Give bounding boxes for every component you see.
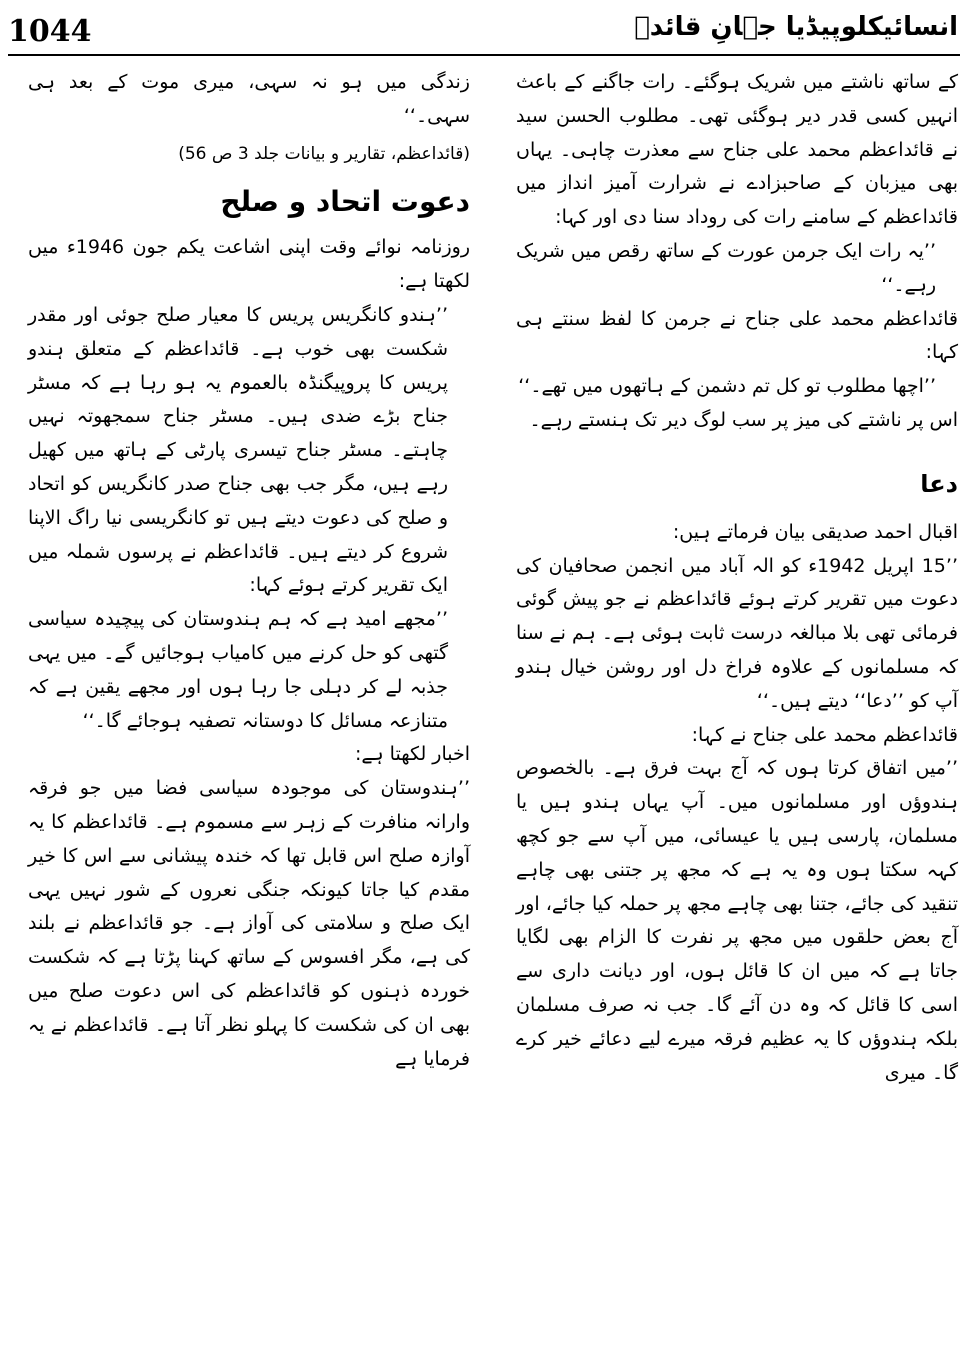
running-title: انسائیکلوپیڈیا جہانِ قائدؒ [634,12,958,42]
citation: (قائداعظم، تقاریر و بیانات جلد 3 ص 56) [178,143,470,164]
paragraph: روزنامہ نوائے وقت اپنی اشاعت یکم جون 1946ء میں لکھتا ہے: [28,236,470,293]
quote: ’’یہ رات ایک جرمن عورت کے ساتھ رقص میں شریک رہے۔‘‘ [516,239,936,296]
paragraph: اس پر ناشتے کی میز پر سب لوگ دیر تک ہنستے رہے۔ [529,408,958,431]
page-header [0,0,968,58]
right-column [516,66,958,1090]
quote: ’’اچھا مطلوب تو کل تم دشمن کے ہاتھوں میں تھے۔‘‘ [518,375,936,398]
quote: ’’مجھے امید ہے کہ ہم ہندوستان کی پیچیدہ سیاسی گتھی کو حل کرنے میں کامیاب ہوجائیں گے۔ میں یہی جذبہ لے کر دہلی جا رہا ہوں اور مجھے یقین ہے کہ متنازعہ مسائل کا دوستانہ تصفیہ ہوجائے گا۔‘‘ [28,608,448,732]
paragraph: کے ساتھ ناشتے میں شریک ہوگئے۔ رات جاگنے کے باعث انہیں کسی قدر دیر ہوگئی تھی۔ مطلوب الحسن سید نے قائداعظم محمد علی جناح سے معذرت چاہی۔ یہاں بھی میزبان کے صاحبزادے نے شرارت آمیز انداز میں قائداعظم کے سامنے رات کی روداد سنا دی اور کہا: [516,71,958,229]
left-column [28,66,470,1076]
section-heading-invitation: دعوت اتحاد و صلح [220,185,470,219]
quote: ’’ہندو کانگریس پریس کا معیار صلح جوئی اور مقدر شکست بھی خوب ہے۔ قائداعظم کے متعلق ہندو پریس کا پروپیگنڈہ بالعموم یہ ہو رہا ہے کہ مسٹر جناح بڑے ضدی ہیں۔ مسٹر جناح سمجھوتہ نہیں چاہتے۔ مسٹر جناح تیسری پارٹی کے ہاتھ میں کھیل رہے ہیں، مگر جب بھی جناح صدر کانگریس کو اتحاد و صلح کی دعوت دیتے ہیں تو کانگریسی نیا راگ الاپنا شروع کر دیتے ہیں۔ قائداعظم نے پرسوں شملہ میں ایک تقریر کرتے ہوئے کہا: [28,303,448,597]
paragraph: قائداعظم محمد علی جناح نے جرمن کا لفظ سنتے ہی کہا: [516,307,958,364]
quote: ’’15 اپریل 1942ء کو الہ آباد میں انجمن صحافیان کی دعوت میں تقریر کرتے ہوئے قائداعظم نے جو پیش گوئی فرمائی تھی بلا مبالغہ درست ثابت ہوئی ہے۔ ہم نے سنا کہ مسلمانوں کے علاوہ فراخ دل اور روشن خیال ہندو آپ کو ’’دعا‘‘ دیتے ہیں۔‘‘ [516,554,958,712]
paragraph: قائداعظم محمد علی جناح نے کہا: [691,723,958,746]
spacer [516,438,958,456]
paragraph: اقبال احمد صدیقی بیان فرماتے ہیں: [672,520,958,543]
header-divider [8,54,960,56]
paragraph: اخبار لکھتا ہے: [354,743,470,766]
paragraph: زندگی میں ہو نہ سہی، میری موت کے بعد ہی سہی۔‘‘ [28,71,470,127]
section-heading-dua: دعا [920,469,958,498]
quote: ’’ہندوستان کی موجودہ سیاسی فضا میں جو فرقہ وارانہ منافرت کے زہر سے مسموم ہے۔ قائداعظم کا یہ آوازہ صلح اس قابل تھا کہ خندہ پیشانی سے اس کا خیر مقدم کیا جاتا کیونکہ جنگی نعروں کے شور نہیں یہی ایک صلح و سلامتی کی آواز ہے۔ جو قائداعظم نے بلند کی ہے، مگر افسوس کے ساتھ کہنا پڑتا ہے کہ شکست خوردہ ذہنوں کو قائداعظم کی اس دعوت صلح میں بھی ان کی شکست کا پہلو نظر آتا ہے۔ قائداعظم نے یہ فرمایا ہے [28,777,470,1070]
page-number: 1044 [8,14,92,49]
quote: ’’میں اتفاق کرتا ہوں کہ آج بہت فرق ہے۔ بالخصوص ہندوؤں اور مسلمانوں میں۔ آپ یہاں ہندو ہیں یا مسلمان، پارسی ہیں یا عیسائی، میں آپ سے جو کچھ کہہ سکتا ہوں وہ یہ ہے کہ مجھ پر جتنی بھی چاہے تنقید کی جائے، جتنا بھی چاہے مجھ پر حملہ کیا جائے، اور آج بعض حلقوں میں مجھ پر نفرت کا الزام بھی لگایا جاتا ہے کہ میں ان کا قائل ہوں، اور دیانت داری سے اسی کا قائل کہ وہ دن آئے گا۔ جب نہ صرف مسلمان بلکہ ہندوؤں کا یہ عظیم فرقہ میرے لیے دعائے خیر کرے گا۔ میری [516,757,958,1084]
